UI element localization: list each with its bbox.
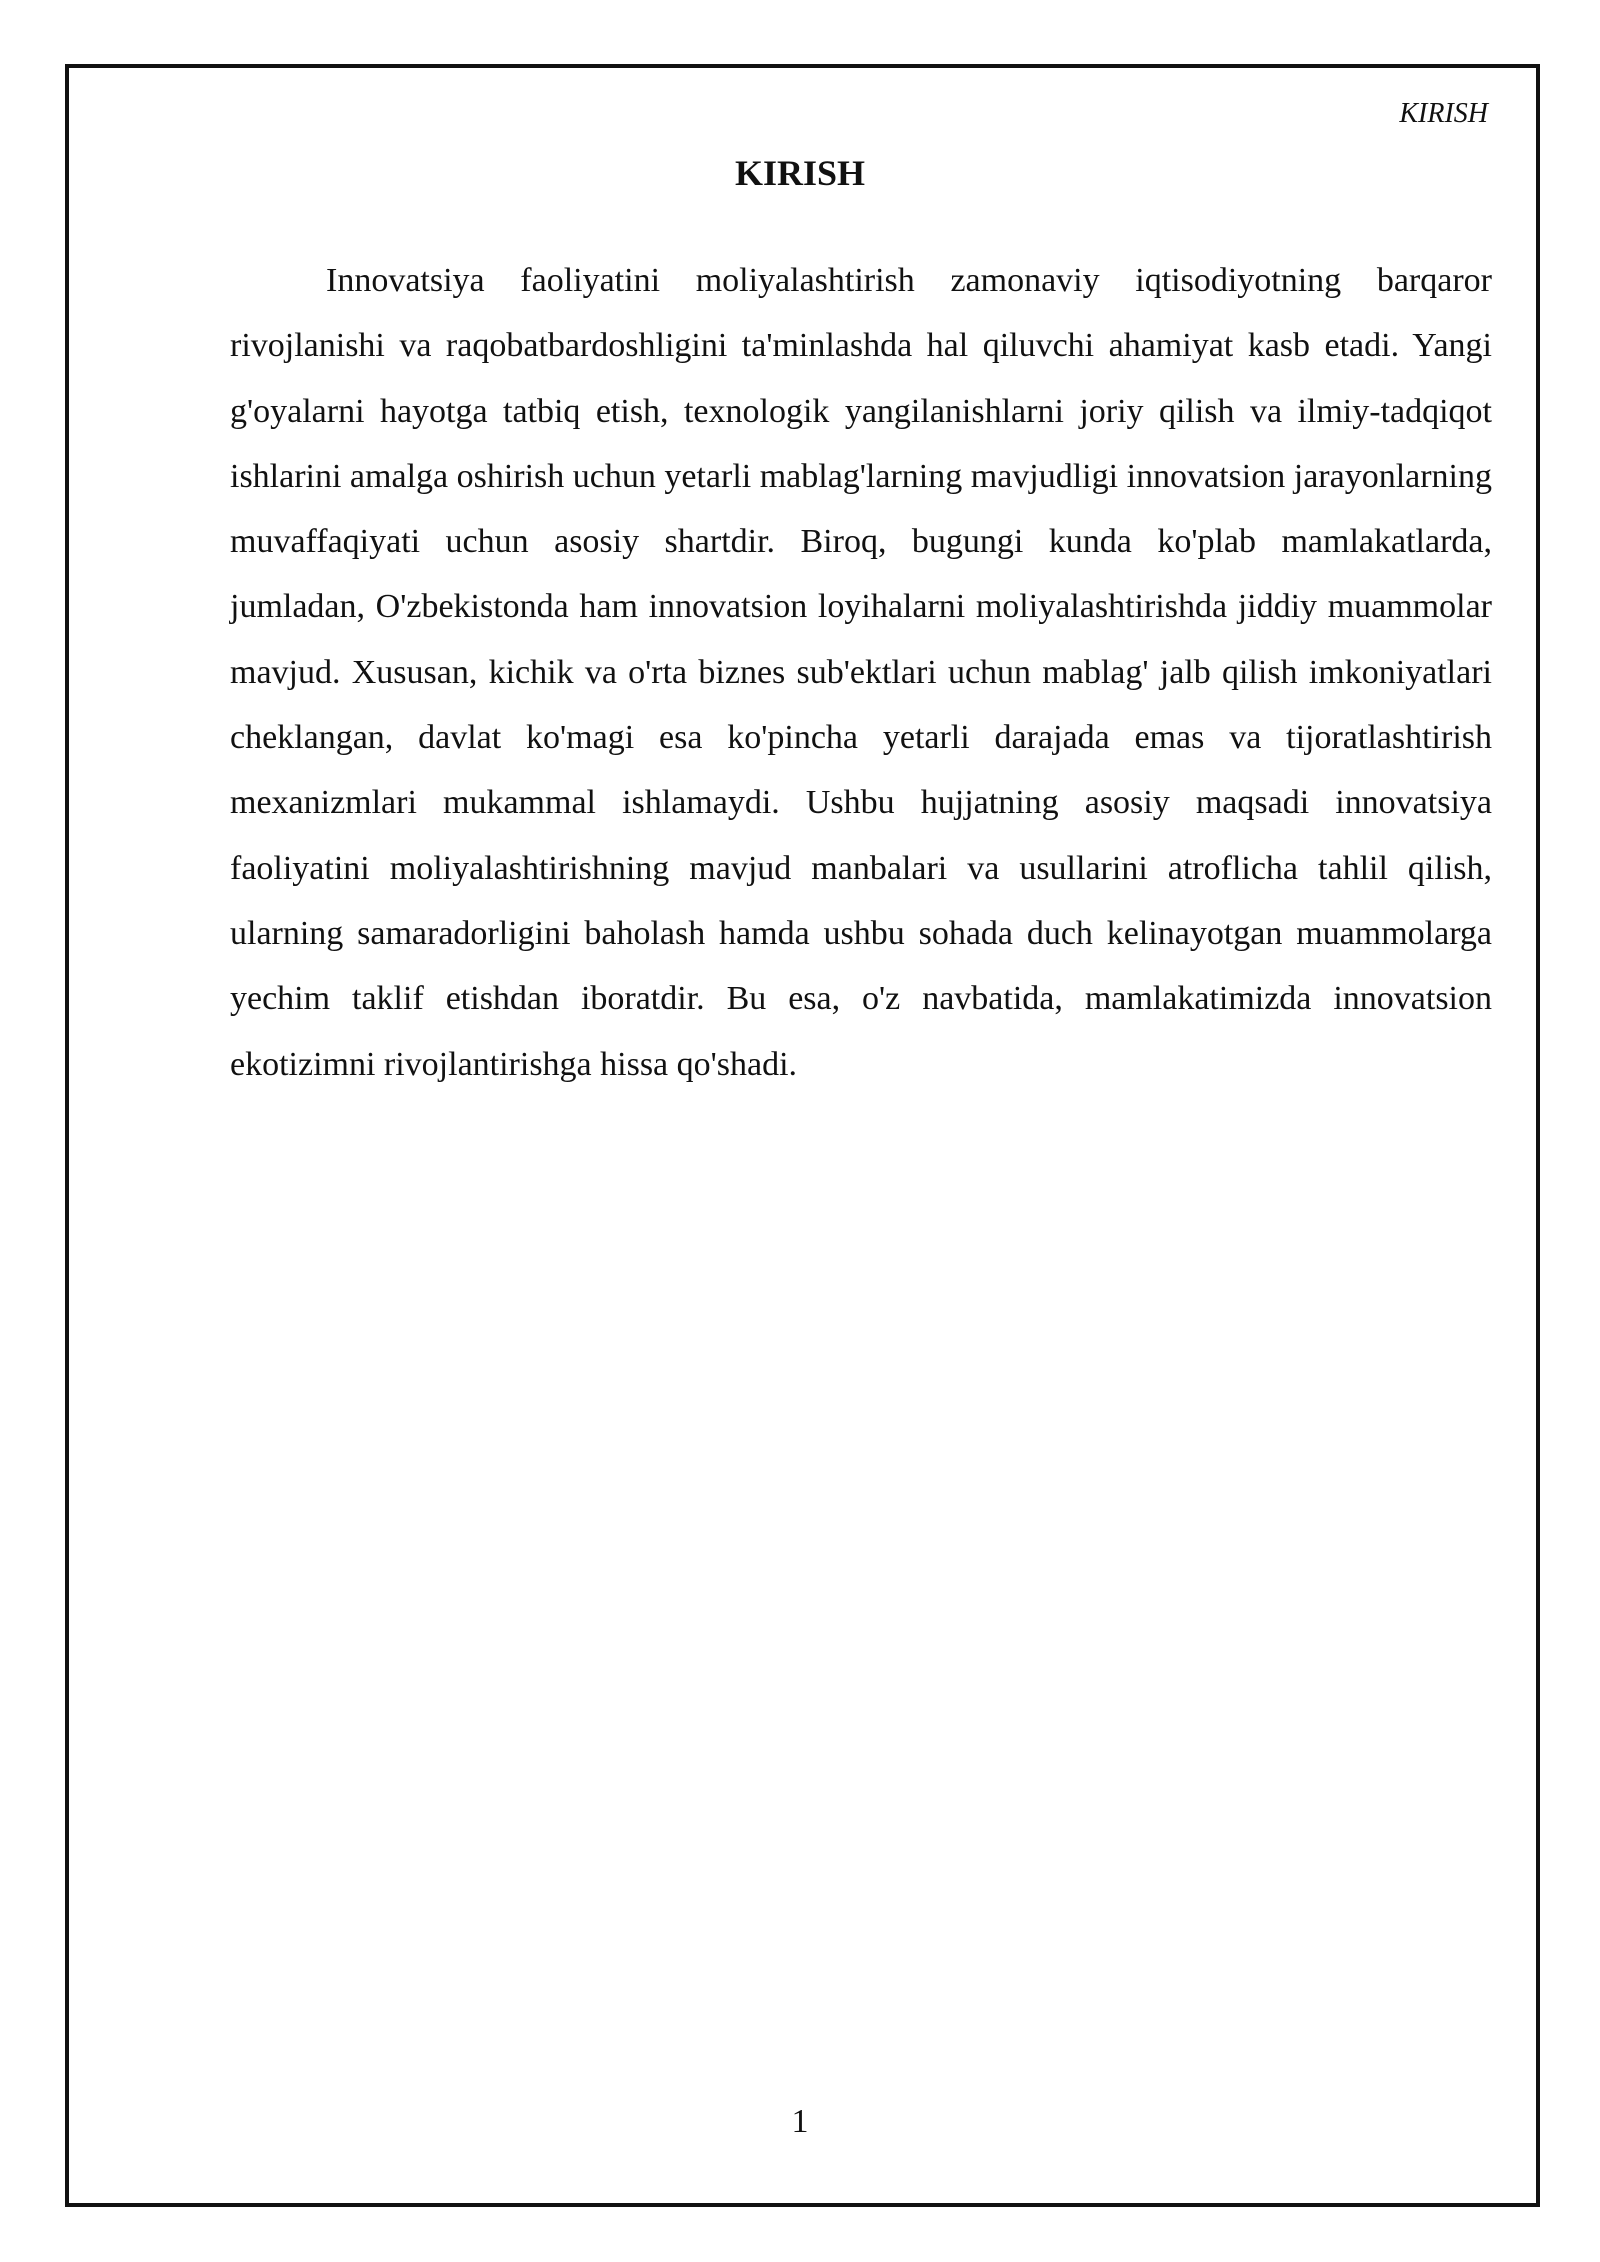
page-number: 1	[791, 2103, 809, 2140]
body-paragraph: Innovatsiya faoliyatini moliyalashtirish zamonaviy iqtisodiyotning barqaror rivojlanishi va raqobatbardoshligini ta'minlashda hal qiluvchi ahamiyat kasb etadi. Yangi g'oyalarni hayotga tatbiq etish, texnologik yangilanishlarni joriy qilish va ilmiy-tadqiqot ishlarini amalga oshirish uchun yetarli mablag'larning mavjudligi innovatsion jarayonlarning muvaffaqiyati uchun asosiy shartdir. Biroq, bugungi kunda ko'plab mamlakatlarda, jumladan, O'zbekistonda ham innovatsion loyihalarni moliyalashtirishda jiddiy muammolar mavjud. Xususan, kichik va o'rta biznes sub'ektlari uchun mablag' jalb qilish imkoniyatlari cheklangan, davlat ko'magi esa ko'pincha yetarli darajada emas va tijoratlashtirish mexanizmlari mukammal ishlamaydi. Ushbu hujjatning asosiy maqsadi innovatsiya faoliyatini moliyalashtirishning mavjud manbalari va usullarini atroflicha tahlil qilish, ularning samaradorligini baholash hamda ushbu sohada duch kelinayotgan muammolarga yechim taklif etishdan iboratdir. Bu esa, o'z navbatida, mamlakatimizda innovatsion ekotizimni rivojlantirishga hissa qo'shadi.	[230, 262, 1492, 1083]
running-header: KIRISH	[1399, 98, 1488, 129]
section-title: KIRISH	[734, 153, 866, 193]
